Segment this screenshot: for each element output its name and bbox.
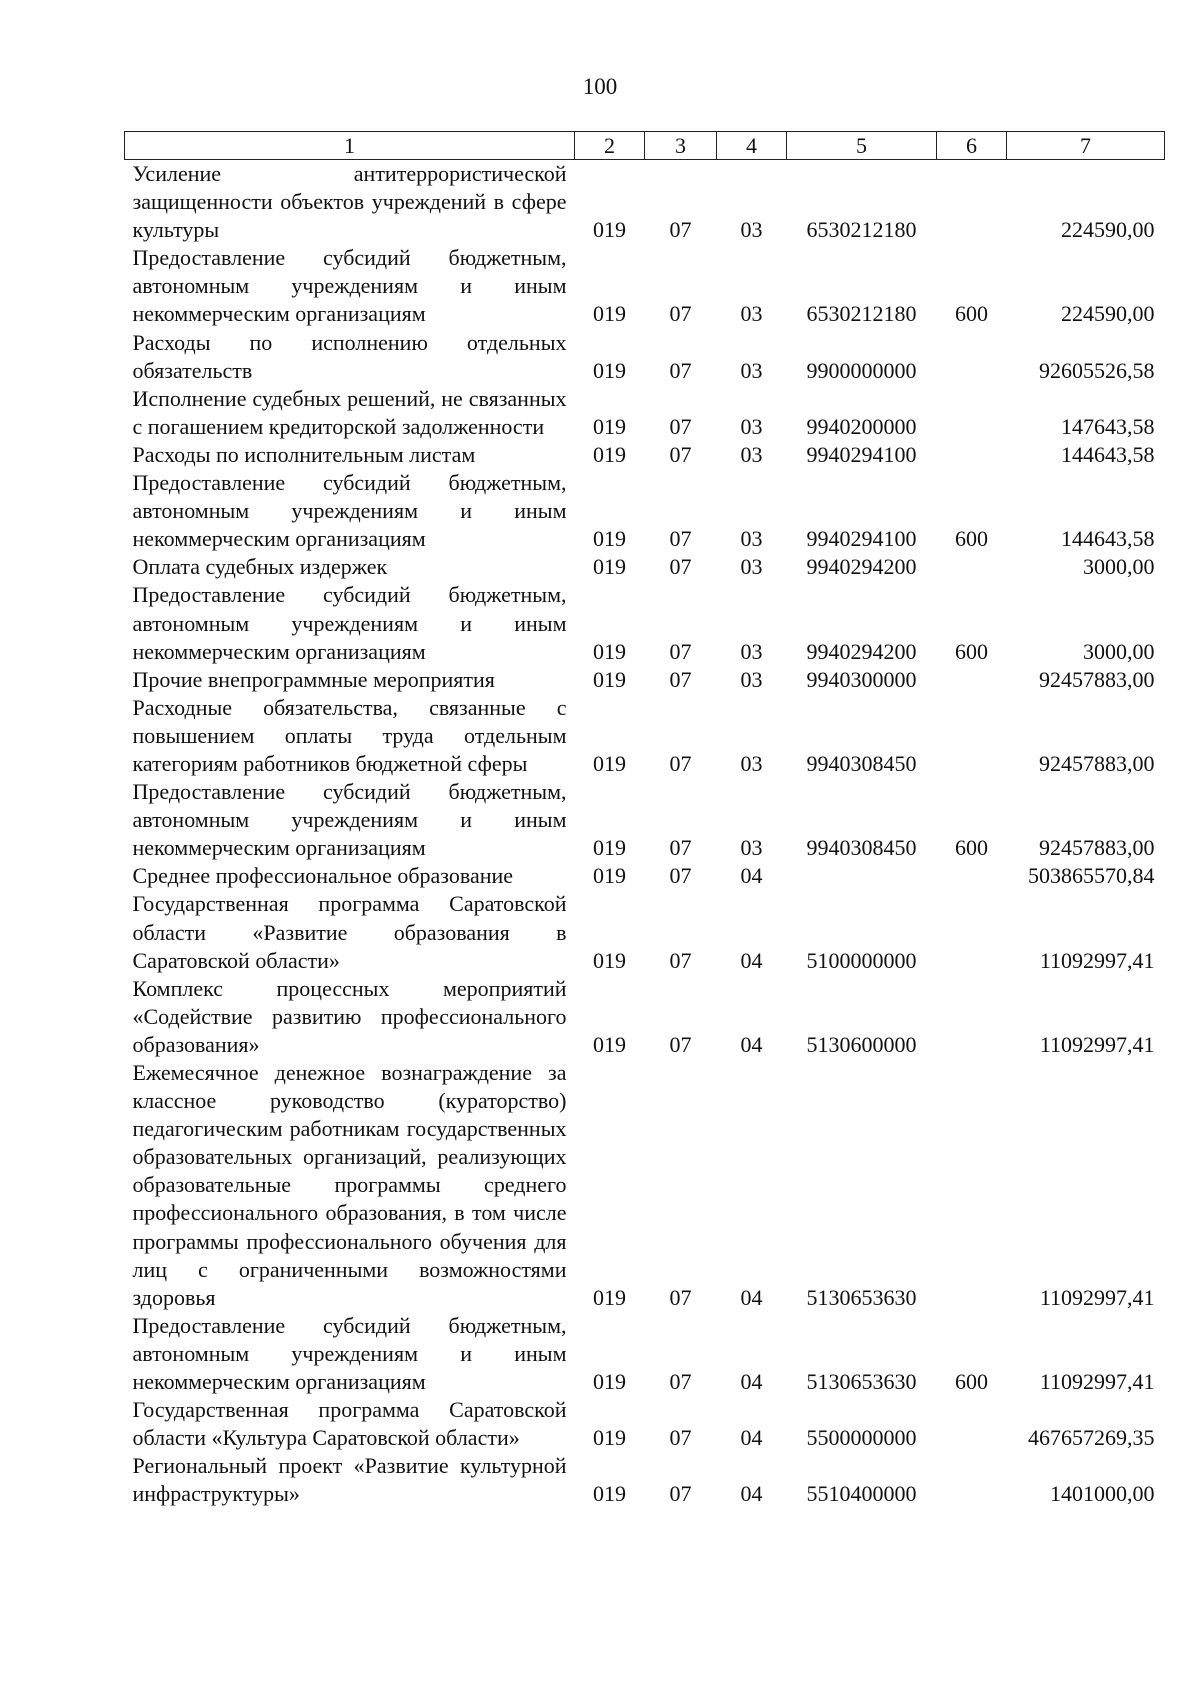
subsection-code-cell: 04 — [740, 863, 763, 889]
section-code-cell: 07 — [669, 835, 692, 861]
table-row — [125, 385, 1165, 441]
amount-cell: 147643,58 — [1061, 413, 1155, 439]
expense-name-cell: Региональный проект «Развитие культурной инфраструктуры» — [132, 1453, 567, 1507]
expense-name-cell: Среднее профессиональное образование — [132, 863, 514, 889]
header-cell-5: 5 — [787, 132, 937, 160]
subsection-code-cell: 04 — [740, 1481, 763, 1507]
subsection-code-cell: 03 — [740, 666, 763, 692]
section-code-cell: 07 — [669, 217, 692, 243]
subsection-code-cell: 04 — [740, 1031, 763, 1057]
target-article-code-cell: 9940200000 — [806, 413, 917, 439]
expense-name-cell: Прочие внепрограммные мероприятия — [132, 666, 495, 692]
subsection-code-cell: 03 — [740, 413, 763, 439]
ministry-code-cell: 019 — [593, 441, 626, 467]
expense-type-code-cell — [937, 975, 1007, 1059]
expense-type-code-cell — [937, 385, 1007, 441]
expense-name-cell: Исполнение судебных решений, не связанных с погашением кредиторской задолженности — [132, 385, 567, 439]
header-cell-4: 4 — [717, 132, 787, 160]
ministry-code-cell: 019 — [593, 666, 626, 692]
subsection-code-cell: 04 — [740, 1425, 763, 1451]
expense-name-cell: Государственная программа Саратовской области «Культура Саратовской области» — [132, 1397, 567, 1451]
target-article-code-cell: 9940308450 — [806, 750, 917, 776]
header-cell-7: 7 — [1007, 132, 1165, 160]
header-cell-3: 3 — [645, 132, 717, 160]
section-code-cell: 07 — [669, 750, 692, 776]
ministry-code-cell: 019 — [593, 217, 626, 243]
section-code-cell: 07 — [669, 1284, 692, 1310]
subsection-code-cell: 03 — [740, 554, 763, 580]
ministry-code-cell: 019 — [593, 835, 626, 861]
ministry-code-cell: 019 — [593, 1481, 626, 1507]
section-code-cell: 07 — [669, 441, 692, 467]
target-article-code-cell: 5100000000 — [806, 947, 917, 973]
amount-cell: 144643,58 — [1061, 526, 1155, 552]
table-row — [125, 329, 1165, 385]
expense-name-cell: Оплата судебных издержек — [132, 554, 388, 580]
expense-name-cell: Расходы по исполнительным листам — [132, 441, 476, 467]
header-row — [125, 132, 1165, 160]
subsection-code-cell: 03 — [740, 750, 763, 776]
header-cell-2: 2 — [575, 132, 645, 160]
ministry-code-cell: 019 — [593, 1284, 626, 1310]
table-row — [125, 441, 1165, 469]
expense-type-code-cell — [937, 329, 1007, 385]
expense-name-cell: Предоставление субсидий бюджетным, автономным учреждениям и иным некоммерческим организациям — [132, 245, 567, 327]
expense-name-cell: Расходы по исполнению отдельных обязательств — [132, 329, 567, 383]
subsection-code-cell: 03 — [740, 301, 763, 327]
section-code-cell: 07 — [669, 526, 692, 552]
amount-cell: 224590,00 — [1061, 217, 1155, 243]
expense-type-code-cell — [937, 694, 1007, 778]
subsection-code-cell: 04 — [740, 1369, 763, 1395]
subsection-code-cell: 03 — [740, 835, 763, 861]
ministry-code-cell: 019 — [593, 947, 626, 973]
subsection-code-cell: 03 — [740, 217, 763, 243]
ministry-code-cell: 019 — [593, 357, 626, 383]
amount-cell: 92457883,00 — [1039, 666, 1155, 692]
table-row — [125, 581, 1165, 665]
expense-type-code-cell — [937, 1452, 1007, 1508]
target-article-code-cell: 9940294100 — [806, 441, 917, 467]
table-row — [125, 469, 1165, 553]
amount-cell: 503865570,84 — [1028, 863, 1155, 889]
target-article-code-cell: 9940294100 — [806, 526, 917, 552]
expense-type-code-cell — [937, 441, 1007, 469]
ministry-code-cell: 019 — [593, 1369, 626, 1395]
expense-name-cell: Предоставление субсидий бюджетным, автономным учреждениям и иным некоммерческим организациям — [132, 779, 567, 861]
header-cell-1: 1 — [125, 132, 575, 160]
section-code-cell: 07 — [669, 666, 692, 692]
amount-cell: 467657269,35 — [1028, 1425, 1155, 1451]
target-article-code-cell: 5500000000 — [806, 1425, 917, 1451]
table-header — [125, 132, 1165, 160]
target-article-code-cell: 6530212180 — [806, 217, 917, 243]
expense-type-code-cell: 600 — [955, 1369, 988, 1395]
amount-cell: 3000,00 — [1083, 554, 1155, 580]
expense-type-code-cell — [937, 160, 1007, 245]
amount-cell: 11092997,41 — [1039, 1369, 1155, 1395]
table-row — [125, 1312, 1165, 1396]
target-article-code-cell: 5130653630 — [806, 1369, 917, 1395]
section-code-cell: 07 — [669, 357, 692, 383]
amount-cell: 144643,58 — [1061, 441, 1155, 467]
ministry-code-cell: 019 — [593, 638, 626, 664]
table-row — [125, 666, 1165, 694]
expense-type-code-cell — [937, 666, 1007, 694]
table-row — [125, 778, 1165, 862]
target-article-code-cell: 9940308450 — [806, 835, 917, 861]
subsection-code-cell: 03 — [740, 441, 763, 467]
subsection-code-cell: 03 — [740, 357, 763, 383]
expense-name-cell: Предоставление субсидий бюджетным, автономным учреждениям и иным некоммерческим организациям — [132, 1312, 567, 1395]
ministry-code-cell: 019 — [593, 750, 626, 776]
amount-cell: 92605526,58 — [1039, 357, 1155, 383]
amount-cell: 11092997,41 — [1039, 1284, 1155, 1310]
table-row — [125, 694, 1165, 778]
expense-type-code-cell — [937, 553, 1007, 581]
subsection-code-cell: 03 — [740, 526, 763, 552]
table-body — [125, 160, 1165, 1509]
subsection-code-cell: 04 — [740, 1284, 763, 1310]
expense-type-code-cell — [937, 862, 1007, 890]
amount-cell: 92457883,00 — [1039, 835, 1155, 861]
ministry-code-cell: 019 — [593, 526, 626, 552]
amount-cell: 11092997,41 — [1039, 1031, 1155, 1057]
section-code-cell: 07 — [669, 1481, 692, 1507]
expense-type-code-cell — [937, 1059, 1007, 1312]
amount-cell: 92457883,00 — [1039, 750, 1155, 776]
expense-name-cell: Усиление антитеррористической защищенности объектов учреждений в сфере культуры — [132, 161, 567, 243]
table-row — [125, 1396, 1165, 1452]
amount-cell: 224590,00 — [1061, 301, 1155, 327]
table-row — [125, 244, 1165, 328]
header-cell-6: 6 — [937, 132, 1007, 160]
section-code-cell: 07 — [669, 554, 692, 580]
target-article-code-cell: 5510400000 — [806, 1481, 917, 1507]
budget-table — [124, 131, 1165, 1509]
ministry-code-cell: 019 — [593, 863, 626, 889]
subsection-code-cell: 04 — [740, 947, 763, 973]
target-article-code-cell: 5130653630 — [806, 1284, 917, 1310]
expense-name-cell: Государственная программа Саратовской области «Развитие образования в Саратовской области» — [132, 891, 567, 973]
expense-name-cell: Ежемесячное денежное вознаграждение за классное руководство (кураторство) педагогическим работникам государственных образовательных организаций, реализующих образовательные программы среднего профессионального образования, в том числе программы профессионального обучения для лиц с ограниченными возможностями здоровья — [132, 1060, 567, 1310]
section-code-cell: 07 — [669, 1369, 692, 1395]
section-code-cell: 07 — [669, 1031, 692, 1057]
section-code-cell: 07 — [669, 301, 692, 327]
expense-name-cell: Предоставление субсидий бюджетным, автономным учреждениям и иным некоммерческим организациям — [132, 470, 567, 552]
expense-name-cell: Расходные обязательства, связанные с повышением оплаты труда отдельным категориям работников бюджетной сферы — [132, 694, 567, 776]
expense-type-code-cell: 600 — [955, 638, 988, 664]
target-article-code-cell: 9940300000 — [806, 666, 917, 692]
section-code-cell: 07 — [669, 1425, 692, 1451]
expense-name-cell: Комплекс процессных мероприятий «Содействие развитию профессионального образования» — [132, 975, 567, 1057]
table-row — [125, 1452, 1165, 1508]
table-row — [125, 160, 1165, 245]
ministry-code-cell: 019 — [593, 413, 626, 439]
expense-type-code-cell — [937, 1396, 1007, 1452]
target-article-code-cell: 9940294200 — [806, 638, 917, 664]
ministry-code-cell: 019 — [593, 554, 626, 580]
target-article-code-cell: 6530212180 — [806, 301, 917, 327]
table-row — [125, 553, 1165, 581]
ministry-code-cell: 019 — [593, 301, 626, 327]
expense-type-code-cell: 600 — [955, 301, 988, 327]
table-row — [125, 1059, 1165, 1312]
amount-cell: 11092997,41 — [1039, 947, 1155, 973]
amount-cell: 1401000,00 — [1050, 1481, 1155, 1507]
page-number: 100 — [582, 74, 618, 99]
table-row — [125, 975, 1165, 1059]
target-article-code-cell: 9900000000 — [806, 357, 917, 383]
expense-type-code-cell: 600 — [955, 835, 988, 861]
expense-name-cell: Предоставление субсидий бюджетным, автономным учреждениям и иным некоммерческим организациям — [132, 582, 567, 664]
ministry-code-cell: 019 — [593, 1031, 626, 1057]
expense-type-code-cell: 600 — [955, 526, 988, 552]
target-article-code-cell: 5130600000 — [806, 1031, 917, 1057]
target-article-code-cell: 9940294200 — [806, 554, 917, 580]
expense-type-code-cell — [937, 890, 1007, 974]
table-row — [125, 890, 1165, 974]
section-code-cell: 07 — [669, 947, 692, 973]
section-code-cell: 07 — [669, 413, 692, 439]
amount-cell: 3000,00 — [1083, 638, 1155, 664]
section-code-cell: 07 — [669, 863, 692, 889]
ministry-code-cell: 019 — [593, 1425, 626, 1451]
subsection-code-cell: 03 — [740, 638, 763, 664]
target-article-code-cell — [787, 862, 937, 890]
section-code-cell: 07 — [669, 638, 692, 664]
table-row — [125, 862, 1165, 890]
